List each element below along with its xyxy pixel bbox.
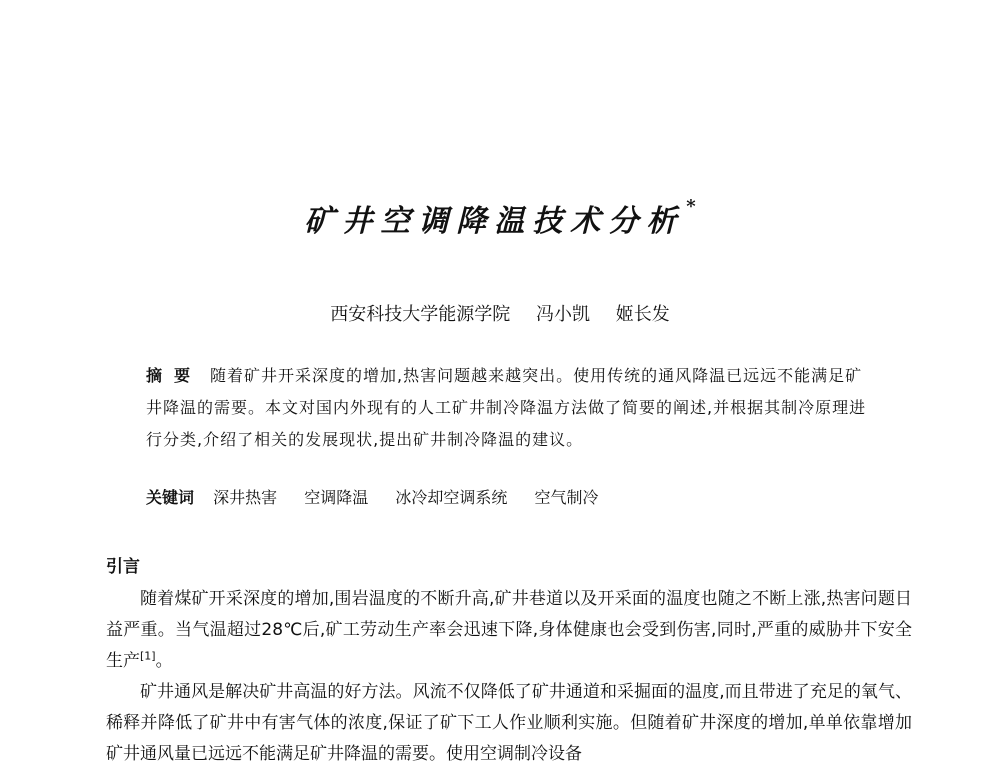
title-block — [0, 196, 1000, 240]
keywords — [146, 486, 870, 510]
affiliation: 西安科技大学能源学院 — [330, 304, 511, 325]
author-name: 姬长发 — [615, 304, 670, 325]
paragraph — [106, 677, 912, 770]
abstract-text: 随着矿井开采深度的增加,热害问题越来越突出。使用传统的通风降温已远远不能满足矿井降温的需要。本文对国内外现有的人工矿井制冷降温方法做了简要的阐述,并根据其制冷原理进行分类,介绍了相关的发展现状,提出矿井制冷降温的建议。 — [146, 366, 867, 449]
title-footnote-mark: * — [686, 196, 696, 217]
keyword: 空气制冷 — [534, 488, 599, 507]
keyword: 冰冷却空调系统 — [395, 488, 508, 507]
paragraph-text: 随着煤矿开采深度的增加,围岩温度的不断升高,矿井巷道以及开采面的温度也随之不断上涨,热害问题日益严重。当气温超过28℃后,矿工劳动生产率会迅速下降,身体健康也会受到伤害,同时,严重的威胁井下安全生产 — [106, 589, 912, 671]
body-text — [106, 584, 912, 770]
author-name: 冯小凯 — [536, 304, 590, 325]
paragraph — [106, 584, 912, 677]
section-heading: 引言 — [106, 557, 140, 577]
paper-title: 矿井空调降温技术分析 — [304, 204, 685, 239]
keyword: 深井热害 — [213, 488, 278, 507]
paragraph-text: 矿井通风是解决矿井高温的好方法。风流不仅降低了矿井通道和采掘面的温度,而且带进了充足的氧气、稀释并降低了矿井中有害气体的浓度,保证了矿下工人作业顺利实施。但随着矿井深度的增加,单单依靠增加矿井通风量已远远不能满足矿井降温的需要。使用空调制冷设备 — [106, 682, 912, 764]
abstract-label: 摘要 — [146, 366, 203, 385]
keywords-label: 关键词 — [146, 488, 195, 507]
abstract — [146, 360, 870, 456]
citation-ref: [1] — [140, 649, 156, 663]
paragraph-end: 。 — [155, 651, 173, 671]
author-line — [0, 300, 1000, 326]
keyword: 空调降温 — [304, 488, 369, 507]
